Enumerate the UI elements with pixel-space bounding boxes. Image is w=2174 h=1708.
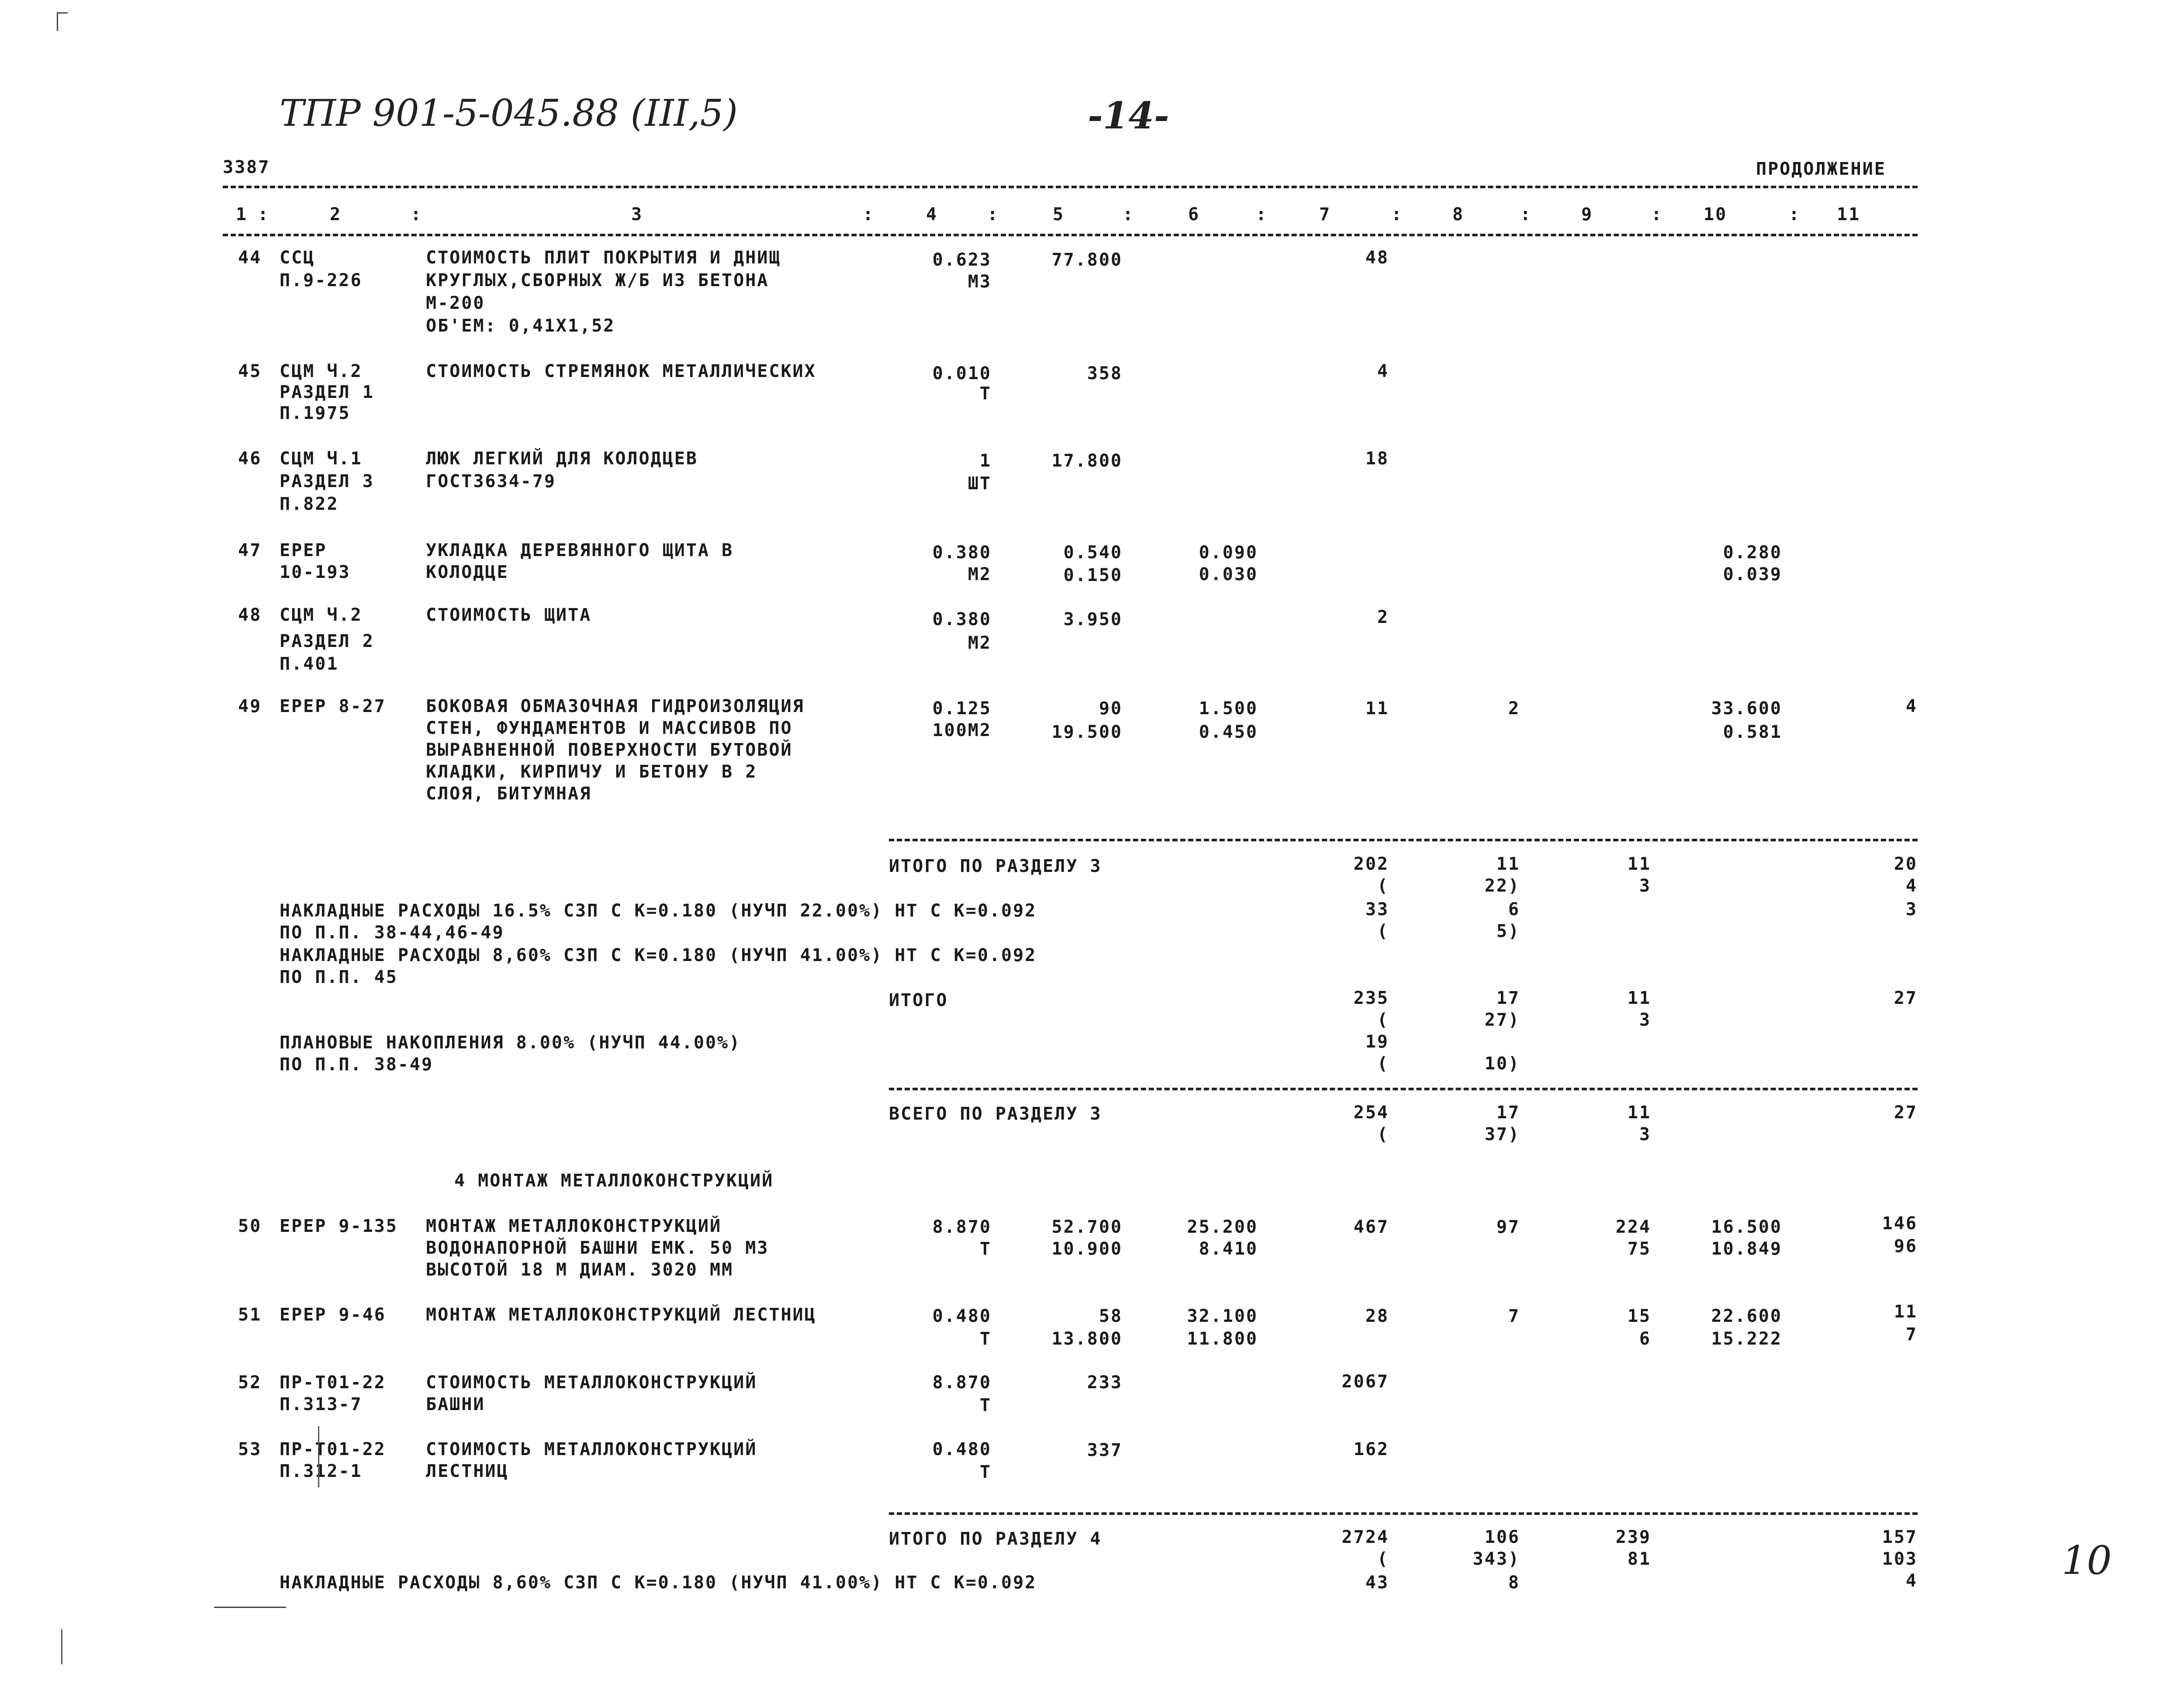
row-unit: Т [979,384,992,404]
col-8: 8 [1452,204,1465,225]
planned-scope: ПО П.П. 38-49 [280,1055,434,1075]
itogo-c8b: 27) [1484,1010,1520,1030]
edge-mark [61,1629,62,1664]
row-code: ЕРЕР 8-27 [280,696,386,716]
row-c6: 0.450 [1199,722,1258,742]
grand-c11: 27 [1894,1103,1918,1123]
overhead-c11: 3 [1905,899,1918,920]
section3-total-c7: 202 [1353,854,1389,874]
row-c9: 75 [1627,1239,1651,1259]
row-c8: 7 [1508,1306,1520,1326]
col-11: 11 [1837,204,1861,225]
page-number: -14- [1088,94,1169,137]
row-c5: 90 [1099,698,1123,719]
row-name: КРУГЛЫХ,СБОРНЫХ Ж/Б ИЗ БЕТОНА [426,270,769,290]
section3-total-c7b: ( [1377,876,1389,896]
row-c11: 7 [1905,1324,1918,1345]
section3-total-c11b: 4 [1905,876,1918,896]
grand-c8: 17 [1496,1103,1520,1123]
row-number: 50 [238,1216,262,1236]
row-c5: 10.900 [1051,1239,1123,1259]
row-c5: 3.950 [1063,609,1123,629]
row-code: П.313-7 [280,1394,363,1414]
grand-c9: 11 [1627,1103,1651,1123]
s4-total-c11b: 103 [1882,1549,1918,1569]
row-name: ВЫРАВНЕННОЙ ПОВЕРХНОСТИ БУТОВОЙ [426,740,793,760]
s4-total-c11: 157 [1882,1527,1918,1547]
row-c6: 25.200 [1187,1217,1258,1237]
col-9: 9 [1581,204,1593,225]
row-unit: Т [979,1239,992,1259]
row-unit: Т [979,1395,992,1415]
header-rule-top [223,186,1918,188]
row-unit: Т [979,1462,992,1482]
col-5: 5 [1053,204,1065,225]
row-name: БОКОВАЯ ОБМАЗОЧНАЯ ГИДРОИЗОЛЯЦИЯ [426,696,805,716]
itogo-label: ИТОГО [889,990,948,1010]
row-name: СТОИМОСТЬ ЩИТА [426,605,592,625]
row-c7: 2067 [1341,1372,1389,1392]
grand-c8b: 37) [1484,1124,1520,1144]
col-1: 1 [236,204,248,225]
row-unit: 100М2 [932,720,992,740]
row-c7: 11 [1365,698,1389,719]
row-qty: 8.870 [932,1373,992,1393]
row-name: ГОСТ3634-79 [426,471,556,491]
row-c7: 2 [1377,607,1389,627]
row-unit: М2 [968,564,992,584]
row-qty: 8.870 [932,1217,992,1237]
row-code: П.9-226 [280,270,363,290]
overhead-line: НАКЛАДНЫЕ РАСХОДЫ 8,60% СЗП С К=0.180 (НУЧП 41.00%) НТ С К=0.092 [280,945,1037,965]
row-c5: 58 [1099,1306,1123,1326]
row-c11: 96 [1894,1236,1918,1256]
row-name: СТОИМОСТЬ СТРЕМЯНОК МЕТАЛЛИЧЕСКИХ [426,361,816,381]
row-name: УКЛАДКА ДЕРЕВЯННОГО ЩИТА В [426,540,734,560]
row-name: СТОИМОСТЬ ПЛИТ ПОКРЫТИЯ И ДНИЩ [426,248,781,268]
itogo-c11: 27 [1894,988,1918,1008]
col-2: 2 [330,204,342,225]
row-qty: 0.010 [932,363,992,384]
row-code: П.822 [280,494,339,514]
itogo-c9b: 3 [1639,1010,1651,1030]
row-c7: 4 [1377,361,1389,381]
itogo-c8: 17 [1496,988,1520,1008]
row-c11: 4 [1905,696,1918,716]
row-c6: 0.090 [1199,543,1258,563]
section4-total-label: ИТОГО ПО РАЗДЕЛУ 4 [889,1529,1102,1549]
s4-overhead-c8: 8 [1508,1573,1520,1593]
sheet-id: 3387 [223,157,270,177]
planned-c8: 10) [1484,1054,1520,1074]
overhead-c8b: 5) [1496,921,1520,941]
row-name: ВЫСОТОЙ 18 М ДИАМ. 3020 ММ [426,1260,734,1280]
row-c5: 233 [1087,1373,1123,1393]
overhead-c7: 33 [1365,899,1389,920]
row-unit: Т [979,1329,992,1349]
row-qty: 1 [979,451,992,471]
itogo-c7b: ( [1377,1010,1389,1030]
section3-grand-rule [889,1088,1918,1090]
row-c6: 0.030 [1199,564,1258,584]
row-code: ЕРЕР [280,540,327,560]
row-number: 44 [238,248,262,268]
row-c5: 337 [1087,1440,1123,1460]
row-name: ЛЮК ЛЕГКИЙ ДЛЯ КОЛОДЦЕВ [426,449,698,469]
row-name: СТОИМОСТЬ МЕТАЛЛОКОНСТРУКЦИЙ [426,1439,757,1459]
row-c6: 1.500 [1199,698,1258,719]
row-code: ПР-Т01-22 [280,1439,386,1459]
row-number: 49 [238,696,262,716]
row-c5: 52.700 [1051,1217,1123,1237]
row-code: ЕРЕР 9-135 [280,1216,398,1236]
s4-total-c9b: 81 [1627,1549,1651,1569]
row-c5: 13.800 [1051,1329,1123,1349]
row-number: 51 [238,1305,262,1325]
row-c7: 162 [1353,1439,1389,1459]
s4-overhead-c11: 4 [1905,1571,1918,1591]
section4-total-rule [889,1512,1918,1515]
row-c6: 32.100 [1187,1306,1258,1326]
section3-total-label: ИТОГО ПО РАЗДЕЛУ 3 [889,856,1102,876]
overhead-c8: 6 [1508,899,1520,920]
row-c11: 11 [1894,1302,1918,1322]
margin-mark [318,1426,319,1487]
section3-grand-label: ВСЕГО ПО РАЗДЕЛУ 3 [889,1104,1102,1124]
row-number: 46 [238,449,262,469]
footer-rule [214,1607,286,1608]
row-unit: ШТ [968,474,992,494]
row-number: 45 [238,361,262,381]
col-3: 3 [631,204,643,225]
row-c9: 224 [1615,1217,1651,1237]
header-rule-bottom [223,234,1918,236]
grand-c7: 254 [1353,1103,1389,1123]
row-c7: 18 [1365,449,1389,469]
row-code: РАЗДЕЛ 2 [280,631,374,651]
row-code: РАЗДЕЛ 1 [280,382,374,402]
row-name: СЛОЯ, БИТУМНАЯ [426,784,592,804]
s4-overhead-line: НАКЛАДНЫЕ РАСХОДЫ 8,60% СЗП С К=0.180 (НУЧП 41.00%) НТ С К=0.092 [280,1573,1037,1593]
row-code: П.401 [280,654,339,674]
row-c5: 0.150 [1063,565,1123,585]
row-qty: 0.125 [932,698,992,719]
corner-mark [57,12,68,31]
s4-overhead-c7: 43 [1365,1573,1389,1593]
row-qty: 0.623 [932,250,992,270]
row-c10: 10.849 [1711,1239,1782,1259]
s4-total-c9: 239 [1615,1527,1651,1547]
s4-total-c8: 106 [1484,1527,1520,1547]
row-number: 53 [238,1439,262,1459]
row-c5: 77.800 [1051,250,1123,270]
row-c7: 467 [1353,1217,1389,1237]
row-code: ЕРЕР 9-46 [280,1305,386,1325]
row-code: ПР-Т01-22 [280,1373,386,1393]
row-unit: М2 [968,633,992,653]
row-c8: 2 [1508,698,1520,719]
overhead-scope: ПО П.П. 38-44,46-49 [280,923,505,943]
row-c7: 48 [1365,248,1389,268]
row-qty: 0.380 [932,609,992,629]
section3-total-rule [889,839,1918,841]
section3-total-c9b: 3 [1639,876,1651,896]
section3-total-c11: 20 [1894,854,1918,874]
row-name: ЛЕСТНИЦ [426,1461,509,1481]
row-code: РАЗДЕЛ 3 [280,471,374,491]
planned-c7: 19 [1365,1032,1389,1052]
side-page-number: 10 [2062,1538,2112,1584]
row-code: 10-193 [280,562,351,582]
row-c10: 33.600 [1711,698,1782,719]
section3-total-c8b: 22) [1484,876,1520,896]
row-qty: 0.480 [932,1439,992,1459]
continuation-label: ПРОДОЛЖЕНИЕ [1756,159,1886,179]
row-c5: 19.500 [1051,722,1123,742]
document-code: ТПР 901-5-045.88 (III,5) [280,92,738,135]
s4-total-c8b: 343) [1472,1549,1520,1569]
row-c9: 15 [1627,1306,1651,1326]
row-name: СТОИМОСТЬ МЕТАЛЛОКОНСТРУКЦИЙ [426,1373,757,1393]
row-c5: 358 [1087,363,1123,384]
col-6: 6 [1188,204,1200,225]
row-c10: 15.222 [1711,1329,1782,1349]
grand-c7b: ( [1377,1124,1389,1144]
col-7: 7 [1319,204,1331,225]
row-c10: 16.500 [1711,1217,1782,1237]
grand-c9b: 3 [1639,1124,1651,1144]
row-name: ВОДОНАПОРНОЙ БАШНИ ЕМК. 50 М3 [426,1238,769,1258]
row-c6: 11.800 [1187,1329,1258,1349]
overhead-line: НАКЛАДНЫЕ РАСХОДЫ 16.5% СЗП С К=0.180 (НУЧП 22.00%) НТ С К=0.092 [280,901,1037,921]
row-c5: 0.540 [1063,543,1123,563]
col-10: 10 [1704,204,1728,225]
itogo-c9: 11 [1627,988,1651,1008]
row-c11: 146 [1882,1214,1918,1234]
row-number: 48 [238,605,262,625]
section3-total-c9: 11 [1627,854,1651,874]
row-name: МОНТАЖ МЕТАЛЛОКОНСТРУКЦИЙ ЛЕСТНИЦ [426,1305,816,1325]
row-c9: 6 [1639,1329,1651,1349]
row-c10: 0.581 [1723,722,1782,742]
planned-c7b: ( [1377,1054,1389,1074]
row-c10: 0.280 [1723,543,1782,563]
row-number: 52 [238,1373,262,1393]
row-name: КОЛОДЦЕ [426,562,509,582]
row-c10: 22.600 [1711,1306,1782,1326]
section4-title: 4 МОНТАЖ МЕТАЛЛОКОНСТРУКЦИЙ [454,1171,774,1191]
row-unit: М3 [968,272,992,292]
col-4: 4 [926,204,938,225]
row-name: СТЕН, ФУНДАМЕНТОВ И МАССИВОВ ПО [426,718,793,738]
row-name: КЛАДКИ, КИРПИЧУ И БЕТОНУ В 2 [426,762,757,782]
row-code: П.312-1 [280,1461,363,1481]
section3-total-c8: 11 [1496,854,1520,874]
row-c6: 8.410 [1199,1239,1258,1259]
row-name: М-200 [426,293,485,313]
row-code: СЦМ Ч.2 [280,605,363,625]
row-number: 47 [238,540,262,560]
overhead-scope: ПО П.П. 45 [280,967,398,987]
row-c5: 17.800 [1051,451,1123,471]
row-c7: 28 [1365,1306,1389,1326]
row-code: П.1975 [280,403,351,423]
s4-total-c7: 2724 [1341,1527,1389,1547]
row-c10: 0.039 [1723,564,1782,584]
s4-total-c7b: ( [1377,1549,1389,1569]
row-name: БАШНИ [426,1394,485,1414]
row-code: СЦМ Ч.1 [280,449,363,469]
row-code: ССЦ [280,248,315,268]
overhead-c7b: ( [1377,921,1389,941]
row-c8: 97 [1496,1217,1520,1237]
row-qty: 0.480 [932,1306,992,1326]
planned-savings: ПЛАНОВЫЕ НАКОПЛЕНИЯ 8.00% (НУЧП 44.00%) [280,1033,741,1053]
row-name: МОНТАЖ МЕТАЛЛОКОНСТРУКЦИЙ [426,1216,722,1236]
row-qty: 0.380 [932,543,992,563]
row-name: ОБ'ЕМ: 0,41Х1,52 [426,316,615,336]
itogo-c7: 235 [1353,988,1389,1008]
row-code: СЦМ Ч.2 [280,361,363,381]
